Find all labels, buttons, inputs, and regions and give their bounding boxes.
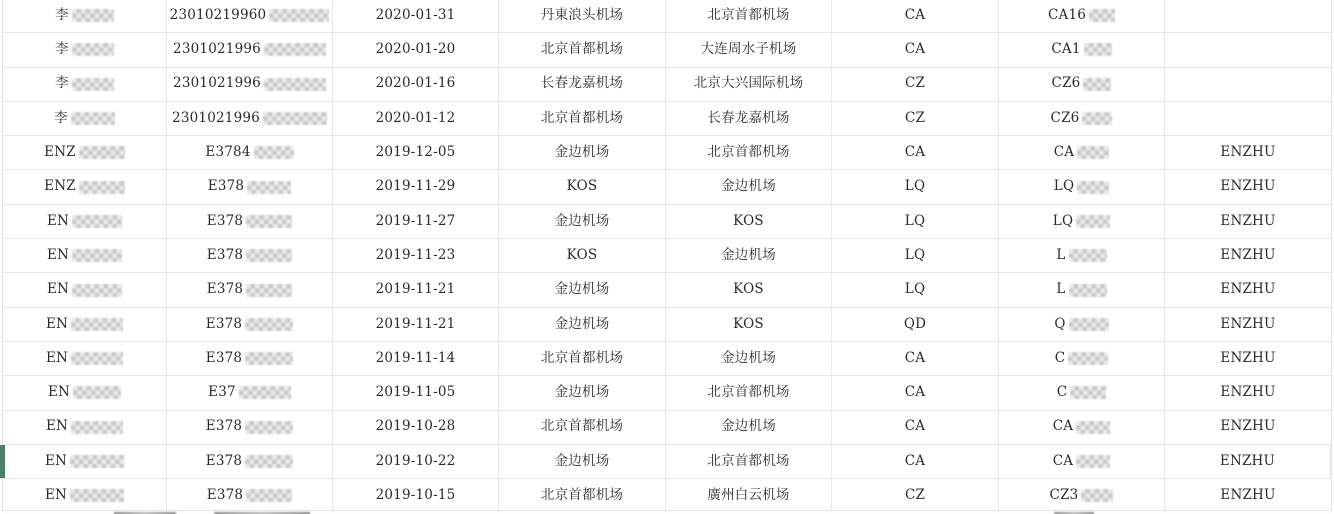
id-number-cell[interactable] xyxy=(167,308,333,341)
flight-number-cell[interactable] xyxy=(999,239,1165,272)
departure-airport-cell[interactable] xyxy=(499,376,666,409)
id-number-text: E378 xyxy=(206,246,244,263)
id-redaction-mosaic xyxy=(269,9,329,22)
partial-next-row xyxy=(2,510,1332,514)
departure-airport-text: KOS xyxy=(566,246,598,263)
flight-date-text: 2020-01-31 xyxy=(375,6,456,23)
flight-number-text: LQ xyxy=(1053,178,1075,195)
flight-date-cell[interactable] xyxy=(333,445,499,478)
passenger-code-cell[interactable] xyxy=(1165,102,1331,135)
flight-redaction-mosaic xyxy=(1081,489,1113,502)
flight-number-cell[interactable] xyxy=(999,205,1165,238)
flight-redaction-mosaic xyxy=(1084,43,1112,56)
flight-number-text: Q xyxy=(1054,315,1066,332)
id-number-cell[interactable] xyxy=(167,102,333,135)
arrival-airport-text: 北京首都机场 xyxy=(707,6,790,23)
flight-number-text: CZ3 xyxy=(1049,487,1079,504)
passenger-name-text: EN xyxy=(46,281,70,298)
airline-code-text: LQ xyxy=(904,212,926,229)
flight-number-text: CZ6 xyxy=(1050,109,1080,126)
airline-code-text: LQ xyxy=(904,281,926,298)
flight-number-text: CA1 xyxy=(1051,41,1081,58)
flight-date-cell[interactable] xyxy=(333,273,499,306)
table-row[interactable] xyxy=(3,342,1331,376)
id-number-text: E378 xyxy=(205,315,243,332)
flight-number-cell[interactable] xyxy=(999,68,1165,101)
passenger-code-text: ENZHU xyxy=(1220,349,1276,366)
id-redaction-mosaic xyxy=(247,181,291,194)
arrival-airport-text: 金边机场 xyxy=(721,349,776,366)
id-redaction-mosaic xyxy=(246,249,292,262)
table-row[interactable] xyxy=(3,273,1331,307)
flight-number-text: L xyxy=(1056,281,1066,298)
airline-code-text: CA xyxy=(904,418,926,435)
departure-airport-cell[interactable] xyxy=(499,273,666,306)
flight-date-text: 2020-01-20 xyxy=(375,41,456,58)
table-row[interactable] xyxy=(3,68,1331,102)
id-number-text: E3784 xyxy=(205,144,251,161)
name-redaction-mosaic xyxy=(72,284,122,297)
table-row[interactable] xyxy=(3,411,1331,445)
departure-airport-cell[interactable] xyxy=(499,445,666,478)
passenger-code-cell[interactable] xyxy=(1165,33,1331,66)
id-redaction-mosaic xyxy=(246,284,292,297)
id-number-text: E378 xyxy=(206,212,244,229)
flight-number-cell[interactable] xyxy=(999,308,1165,341)
departure-airport-cell[interactable] xyxy=(499,33,666,66)
table-row[interactable] xyxy=(3,33,1331,67)
name-redaction-mosaic xyxy=(71,421,123,434)
id-number-text: E378 xyxy=(205,349,243,366)
table-row[interactable] xyxy=(3,170,1331,204)
name-redaction-mosaic xyxy=(70,489,124,502)
passenger-name-text: 李 xyxy=(54,109,68,126)
passenger-code-text: ENZHU xyxy=(1220,212,1276,229)
name-redaction-mosaic xyxy=(72,43,114,56)
departure-airport-cell[interactable] xyxy=(499,411,666,444)
flight-date-cell[interactable] xyxy=(333,0,499,32)
airline-code-text: CA xyxy=(904,452,926,469)
id-number-cell[interactable] xyxy=(167,342,333,375)
departure-airport-text: 金边机场 xyxy=(554,144,610,161)
flight-redaction-mosaic xyxy=(1083,78,1111,91)
airline-code-cell[interactable] xyxy=(832,411,999,444)
flight-date-cell[interactable] xyxy=(333,205,499,238)
passenger-code-text: ENZHU xyxy=(1220,418,1276,435)
departure-airport-text: 金边机场 xyxy=(554,281,610,298)
passenger-code-text: ENZHU xyxy=(1220,384,1276,401)
airline-code-cell[interactable] xyxy=(832,136,999,169)
arrival-airport-cell[interactable] xyxy=(666,0,832,32)
flight-date-text: 2019-11-05 xyxy=(375,384,456,401)
flight-number-text: CZ6 xyxy=(1051,75,1081,92)
flight-date-text: 2019-11-23 xyxy=(375,246,456,263)
flight-date-cell[interactable] xyxy=(333,308,499,341)
airline-code-text: CA xyxy=(904,6,926,23)
flight-number-cell[interactable] xyxy=(999,102,1165,135)
departure-airport-text: 北京首都机场 xyxy=(540,349,624,366)
airline-code-text: QD xyxy=(903,315,927,332)
airline-code-cell[interactable] xyxy=(832,445,999,478)
passenger-name-text: ENZ xyxy=(44,144,76,161)
id-number-cell[interactable] xyxy=(167,479,333,512)
flight-redaction-mosaic xyxy=(1077,146,1109,159)
arrival-airport-text: 北京首都机场 xyxy=(707,452,790,469)
passenger-code-text: ENZHU xyxy=(1220,315,1276,332)
passenger-name-text: EN xyxy=(45,418,69,435)
flight-date-text: 2019-11-27 xyxy=(375,212,456,229)
flight-date-text: 2019-12-05 xyxy=(375,144,456,161)
departure-airport-cell[interactable] xyxy=(499,205,666,238)
table-row[interactable] xyxy=(3,205,1331,239)
arrival-airport-cell[interactable] xyxy=(666,308,832,341)
passenger-code-text: ENZHU xyxy=(1220,487,1276,504)
arrival-airport-text: 北京大兴国际机场 xyxy=(693,75,804,92)
flight-number-cell[interactable] xyxy=(999,0,1165,32)
arrival-airport-text: 北京首都机场 xyxy=(707,384,790,401)
name-redaction-mosaic xyxy=(73,386,121,399)
airline-code-text: CA xyxy=(904,41,926,58)
flight-date-cell[interactable] xyxy=(333,170,499,203)
departure-airport-cell[interactable] xyxy=(499,102,666,135)
departure-airport-cell[interactable] xyxy=(499,342,666,375)
flight-redaction-mosaic xyxy=(1076,455,1110,468)
departure-airport-text: 长春龙嘉机场 xyxy=(540,75,624,92)
id-number-cell[interactable] xyxy=(167,445,333,478)
id-redaction-mosaic xyxy=(245,421,293,434)
passenger-name-text: 李 xyxy=(55,6,69,23)
id-number-text: E378 xyxy=(206,487,244,504)
passenger-name-cell[interactable] xyxy=(3,308,167,341)
flight-redaction-mosaic xyxy=(1069,318,1109,331)
flight-date-cell[interactable] xyxy=(333,68,499,101)
flight-number-text: C xyxy=(1056,384,1068,401)
passenger-code-cell[interactable] xyxy=(1165,170,1331,203)
passenger-name-cell[interactable] xyxy=(3,479,167,512)
passenger-name-text: 李 xyxy=(55,75,69,92)
passenger-name-cell[interactable] xyxy=(3,33,167,66)
airline-code-cell[interactable] xyxy=(832,239,999,272)
arrival-airport-cell[interactable] xyxy=(666,479,832,512)
flight-date-text: 2019-10-28 xyxy=(375,418,456,435)
id-number-cell[interactable] xyxy=(167,273,333,306)
airline-code-text: CZ xyxy=(904,75,926,92)
arrival-airport-cell[interactable] xyxy=(666,136,832,169)
flight-date-cell[interactable] xyxy=(333,342,499,375)
arrival-airport-cell[interactable] xyxy=(666,445,832,478)
id-number-cell[interactable] xyxy=(167,205,333,238)
flight-date-text: 2019-10-15 xyxy=(375,487,456,504)
name-redaction-mosaic xyxy=(72,9,114,22)
airline-code-cell[interactable] xyxy=(832,170,999,203)
id-number-cell[interactable] xyxy=(167,411,333,444)
passenger-code-cell[interactable] xyxy=(1165,273,1331,306)
name-redaction-mosaic xyxy=(70,455,124,468)
id-number-text: 2301021996 xyxy=(172,109,260,126)
passenger-code-cell[interactable] xyxy=(1165,0,1331,32)
flight-redaction-mosaic xyxy=(1069,284,1107,297)
passenger-name-cell[interactable] xyxy=(3,273,167,306)
flight-number-cell[interactable] xyxy=(999,342,1165,375)
id-redaction-mosaic xyxy=(239,386,291,399)
airline-code-text: LQ xyxy=(904,246,926,263)
flight-number-text: LQ xyxy=(1052,212,1074,229)
id-redaction-mosaic xyxy=(254,146,294,159)
passenger-name-text: EN xyxy=(45,349,69,366)
flight-date-cell[interactable] xyxy=(333,102,499,135)
arrival-airport-cell[interactable] xyxy=(666,239,832,272)
flight-date-cell[interactable] xyxy=(333,136,499,169)
passenger-name-text: EN xyxy=(46,212,70,229)
flight-date-text: 2019-11-21 xyxy=(375,281,456,298)
id-number-cell[interactable] xyxy=(167,239,333,272)
arrival-airport-text: 长春龙嘉机场 xyxy=(707,109,790,126)
passenger-code-cell[interactable] xyxy=(1165,68,1331,101)
flight-number-text: CA xyxy=(1052,452,1074,469)
id-number-text: E37 xyxy=(208,384,236,401)
table-row[interactable] xyxy=(3,136,1331,170)
table-row[interactable] xyxy=(3,376,1331,410)
table-row[interactable] xyxy=(3,308,1331,342)
id-redaction-mosaic xyxy=(245,352,293,365)
passenger-name-cell[interactable] xyxy=(3,376,167,409)
departure-airport-text: 北京首都机场 xyxy=(540,418,624,435)
flight-date-cell[interactable] xyxy=(333,33,499,66)
departure-airport-text: 北京首都机场 xyxy=(540,109,624,126)
arrival-airport-cell[interactable] xyxy=(666,170,832,203)
flight-date-cell[interactable] xyxy=(333,411,499,444)
flight-date-text: 2019-11-21 xyxy=(375,315,456,332)
airline-code-text: CA xyxy=(904,384,926,401)
departure-airport-cell[interactable] xyxy=(499,0,666,32)
passenger-code-cell[interactable] xyxy=(1165,411,1331,444)
passenger-name-cell[interactable] xyxy=(3,411,167,444)
departure-airport-cell[interactable] xyxy=(499,239,666,272)
id-number-cell[interactable] xyxy=(167,68,333,101)
arrival-airport-cell[interactable] xyxy=(666,342,832,375)
passenger-name-text: EN xyxy=(46,246,70,263)
arrival-airport-cell[interactable] xyxy=(666,411,832,444)
passenger-name-text: EN xyxy=(47,384,71,401)
arrival-airport-cell[interactable] xyxy=(666,102,832,135)
id-redaction-mosaic xyxy=(246,489,292,502)
passenger-name-cell[interactable] xyxy=(3,102,167,135)
flight-number-cell[interactable] xyxy=(999,136,1165,169)
passenger-name-cell[interactable] xyxy=(3,0,167,32)
arrival-airport-text: KOS xyxy=(733,315,764,332)
name-redaction-mosaic xyxy=(79,181,125,194)
departure-airport-text: 丹東浪头机场 xyxy=(540,6,624,23)
departure-airport-text: 金边机场 xyxy=(554,452,610,469)
name-redaction-mosaic xyxy=(72,78,114,91)
passenger-name-cell[interactable] xyxy=(3,205,167,238)
passenger-code-text: ENZHU xyxy=(1220,178,1276,195)
passenger-name-text: 李 xyxy=(55,41,69,58)
arrival-airport-text: KOS xyxy=(733,281,764,298)
flight-number-cell[interactable] xyxy=(999,170,1165,203)
passenger-code-cell[interactable] xyxy=(1165,479,1331,512)
selected-row-marker xyxy=(0,445,5,478)
airline-code-text: CA xyxy=(904,349,926,366)
airline-code-text: CZ xyxy=(904,487,926,504)
table-row[interactable] xyxy=(3,239,1331,273)
flight-number-text: L xyxy=(1056,246,1066,263)
id-number-text: 2301021996 xyxy=(173,41,261,58)
passenger-name-cell[interactable] xyxy=(3,239,167,272)
departure-airport-cell[interactable] xyxy=(499,479,666,512)
flight-number-cell[interactable] xyxy=(999,479,1165,512)
arrival-airport-text: KOS xyxy=(733,212,764,229)
flight-redaction-mosaic xyxy=(1077,181,1109,194)
airline-code-cell[interactable] xyxy=(832,308,999,341)
passenger-code-cell[interactable] xyxy=(1165,239,1331,272)
id-redaction-mosaic xyxy=(245,318,293,331)
table-row[interactable] xyxy=(3,0,1331,33)
passenger-name-cell[interactable] xyxy=(3,445,167,478)
passenger-code-cell[interactable] xyxy=(1165,308,1331,341)
flight-redaction-mosaic xyxy=(1076,421,1110,434)
airline-code-cell[interactable] xyxy=(832,205,999,238)
passenger-name-cell[interactable] xyxy=(3,68,167,101)
arrival-airport-text: 金边机场 xyxy=(721,178,776,195)
departure-airport-text: 金边机场 xyxy=(554,315,610,332)
passenger-name-cell[interactable] xyxy=(3,136,167,169)
id-number-cell[interactable] xyxy=(167,136,333,169)
id-redaction-mosaic xyxy=(263,112,327,125)
passenger-name-text: ENZ xyxy=(44,178,76,195)
airline-code-cell[interactable] xyxy=(832,33,999,66)
passenger-name-cell[interactable] xyxy=(3,170,167,203)
airline-code-cell[interactable] xyxy=(832,102,999,135)
airline-code-cell[interactable] xyxy=(832,479,999,512)
id-number-cell[interactable] xyxy=(167,170,333,203)
flight-date-text: 2019-11-14 xyxy=(375,349,456,366)
departure-airport-cell[interactable] xyxy=(499,170,666,203)
airline-code-cell[interactable] xyxy=(832,342,999,375)
airline-code-text: LQ xyxy=(904,178,926,195)
id-number-text: E378 xyxy=(206,281,244,298)
flight-number-text: CA xyxy=(1052,418,1074,435)
departure-airport-text: 金边机场 xyxy=(554,212,610,229)
name-redaction-mosaic xyxy=(71,112,115,125)
flight-date-cell[interactable] xyxy=(333,376,499,409)
name-redaction-mosaic xyxy=(72,249,122,262)
flight-date-cell[interactable] xyxy=(333,239,499,272)
airline-code-cell[interactable] xyxy=(832,0,999,32)
arrival-airport-cell[interactable] xyxy=(666,376,832,409)
arrival-airport-text: 廣州白云机场 xyxy=(707,487,790,504)
flight-number-cell[interactable] xyxy=(999,376,1165,409)
flight-records-table xyxy=(2,0,1332,513)
passenger-code-text: ENZHU xyxy=(1220,144,1276,161)
flight-number-cell[interactable] xyxy=(999,445,1165,478)
name-redaction-mosaic xyxy=(71,352,123,365)
id-number-cell[interactable] xyxy=(167,33,333,66)
id-redaction-mosaic xyxy=(264,78,326,91)
arrival-airport-text: 金边机场 xyxy=(721,246,776,263)
table-row[interactable] xyxy=(3,479,1331,513)
flight-number-text: CA16 xyxy=(1047,6,1087,23)
passenger-code-text: ENZHU xyxy=(1219,452,1276,469)
passenger-code-text: ENZHU xyxy=(1220,246,1276,263)
arrival-airport-cell[interactable] xyxy=(666,33,832,66)
airline-code-text: CA xyxy=(904,144,926,161)
flight-redaction-mosaic xyxy=(1069,249,1107,262)
flight-redaction-mosaic xyxy=(1076,215,1110,228)
departure-airport-text: 北京首都机场 xyxy=(540,487,624,504)
airline-code-cell[interactable] xyxy=(832,376,999,409)
id-number-cell[interactable] xyxy=(167,376,333,409)
departure-airport-text: KOS xyxy=(566,178,598,195)
id-number-text: E378 xyxy=(205,452,243,469)
flight-number-cell[interactable] xyxy=(999,411,1165,444)
id-number-text: 2301021996 xyxy=(173,75,261,92)
name-redaction-mosaic xyxy=(79,146,125,159)
flight-redaction-mosaic xyxy=(1082,112,1112,125)
passenger-name-text: EN xyxy=(44,487,68,504)
departure-airport-cell[interactable] xyxy=(499,136,666,169)
passenger-code-cell[interactable] xyxy=(1165,205,1331,238)
departure-airport-cell[interactable] xyxy=(499,308,666,341)
passenger-name-cell[interactable] xyxy=(3,342,167,375)
flight-date-text: 2020-01-12 xyxy=(375,109,456,126)
passenger-code-cell[interactable] xyxy=(1165,136,1331,169)
name-redaction-mosaic xyxy=(71,318,123,331)
passenger-code-text: ENZHU xyxy=(1220,281,1276,298)
id-redaction-mosaic xyxy=(264,43,326,56)
arrival-airport-text: 北京首都机场 xyxy=(707,144,790,161)
passenger-name-text: EN xyxy=(45,315,69,332)
id-number-cell[interactable] xyxy=(167,0,333,32)
departure-airport-cell[interactable] xyxy=(499,68,666,101)
flight-redaction-mosaic xyxy=(1089,9,1115,22)
flight-number-cell[interactable] xyxy=(999,33,1165,66)
flight-redaction-mosaic xyxy=(1068,352,1108,365)
arrival-airport-cell[interactable] xyxy=(666,273,832,306)
airline-code-text: CZ xyxy=(904,109,926,126)
airline-code-cell[interactable] xyxy=(832,68,999,101)
id-redaction-mosaic xyxy=(246,215,292,228)
flight-date-text: 2019-10-22 xyxy=(375,452,456,469)
airline-code-cell[interactable] xyxy=(832,273,999,306)
passenger-code-cell[interactable] xyxy=(1165,342,1331,375)
flight-number-cell[interactable] xyxy=(999,273,1165,306)
table-row[interactable] xyxy=(3,102,1331,136)
departure-airport-text: 金边机场 xyxy=(554,384,610,401)
flight-redaction-mosaic xyxy=(1070,386,1106,399)
flight-date-cell[interactable] xyxy=(333,479,499,512)
passenger-code-cell[interactable] xyxy=(1165,445,1331,478)
flight-number-text: C xyxy=(1054,349,1066,366)
arrival-airport-cell[interactable] xyxy=(666,68,832,101)
passenger-name-text: EN xyxy=(44,452,68,469)
arrival-airport-cell[interactable] xyxy=(666,205,832,238)
arrival-airport-text: 大连周水子机场 xyxy=(700,41,797,58)
flight-date-text: 2020-01-16 xyxy=(375,75,456,92)
name-redaction-mosaic xyxy=(72,215,122,228)
table-row[interactable] xyxy=(3,445,1331,479)
flight-number-text: CA xyxy=(1053,144,1075,161)
id-redaction-mosaic xyxy=(245,455,293,468)
departure-airport-text: 北京首都机场 xyxy=(540,41,624,58)
arrival-airport-text: 金边机场 xyxy=(721,418,776,435)
passenger-code-cell[interactable] xyxy=(1165,376,1331,409)
flight-date-text: 2019-11-29 xyxy=(375,178,456,195)
id-number-text: E378 xyxy=(205,418,243,435)
id-number-text: E378 xyxy=(207,178,245,195)
id-number-text: 23010219960 xyxy=(169,6,267,23)
